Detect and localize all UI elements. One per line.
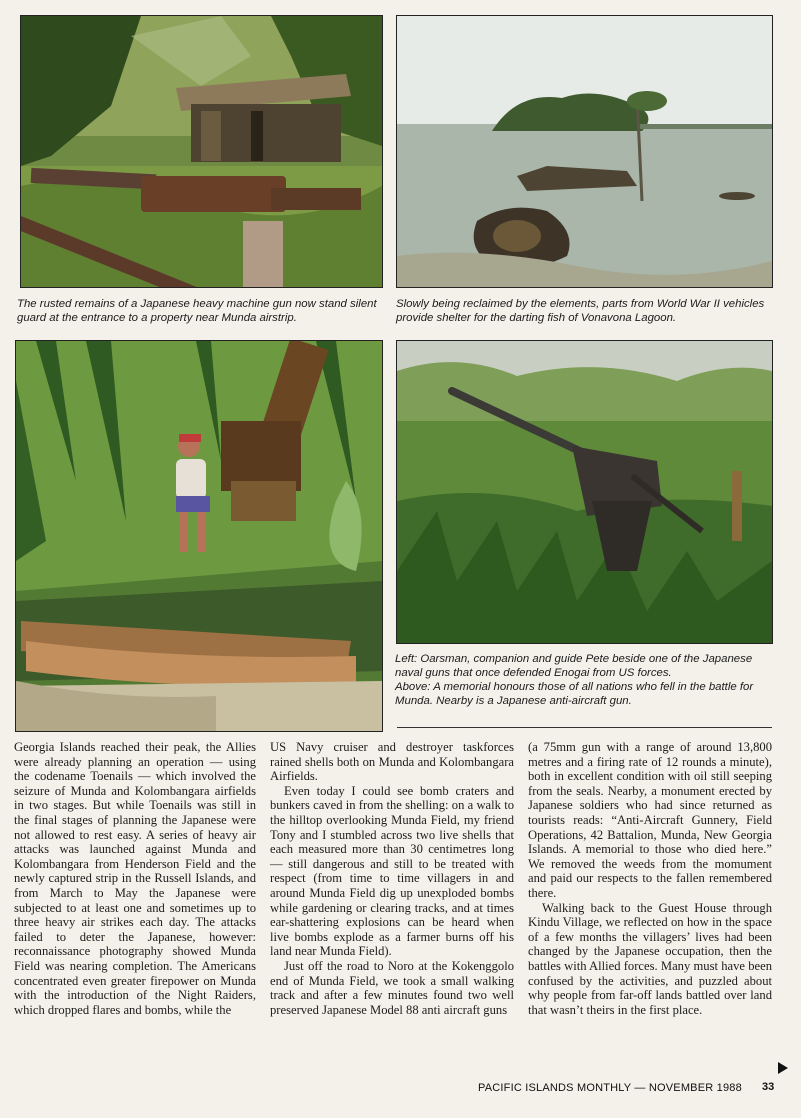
article-paragraph: Georgia Islands reached their peak, the Allies were already planning an operation — using the codename Toenails — which involved the seizure of Munda and Kolombangara airfields in two stages. But while Toenails was still in the final stages of planning the Japanese were not allowed to rest easy. A series of heavy air attacks was launched against Munda and Kolombangara from Henderson Field and the newly captured strip in the Russell Islands, and from March to May the Japanese were subjected to at least one and sometimes up to three heavy air strikes each day. The attacks failed to deter the Japanese, however: reconnaissance photography showed Munda Field was nearing completion. The Americans concentrated even greater firepower on Munda with the introduction of the Night Raiders, which dropped flares and bombs, while the bbox=[14, 740, 256, 1017]
footer-publication: PACIFIC ISLANDS MONTHLY — NOVEMBER 1988 bbox=[478, 1082, 742, 1094]
photo-naval-gun-guide bbox=[15, 340, 383, 732]
caption-naval-guns bbox=[395, 652, 775, 708]
continue-arrow-icon bbox=[778, 1062, 788, 1074]
article-paragraph: Even today I could see bomb craters and bunkers caved in from the shelling: on a walk to the hilltop overlooking Munda Field, my friend Tony and I stumbled across two live shells that each measured more than 30 centimetres long — still dangerous and still to be treated with respect (from time to time villagers in and around Munda Field dig up unexploded bombs while gardening or clearing tracks, and at times ear-shattering explosions can be heard when live bombs explode as a farmer burns off his land near Munda Field). bbox=[270, 783, 514, 959]
article-paragraph: Just off the road to Noro at the Kokenggolo end of Munda Field, we took a small walking track and after a few minutes found two well preserved Japanese Model 88 anti aircraft guns bbox=[270, 958, 514, 1017]
caption-machine-gun: The rusted remains of a Japanese heavy machine gun now stand silent guard at the entrance to a property near Munda airstrip. bbox=[17, 298, 377, 324]
article-column-2 bbox=[270, 740, 514, 1017]
photo-anti-aircraft-gun bbox=[396, 340, 773, 644]
caption-above: Above: A memorial honours those of all nations who fell in the battle for Munda. Nearby is a Japanese anti-aircraft gun. bbox=[395, 681, 754, 707]
caption-rule bbox=[397, 727, 772, 728]
article-paragraph: Walking back to the Guest House through Kindu Village, we reflected on how in the space of a few months the villagers’ lives had been changed by the Japanese occupation, then the battles with Allied forces. Many must have been confused by the activities, and puzzled about why people from far-off lands battled over land that wasn’t theirs in the first place. bbox=[528, 900, 772, 1017]
caption-left: Left: Oarsman, companion and guide Pete beside one of the Japanese naval guns that once defended Enogai from US forces. bbox=[395, 653, 753, 679]
page-number: 33 bbox=[762, 1081, 775, 1093]
caption-lagoon: Slowly being reclaimed by the elements, parts from World War II vehicles provide shelter for the darting fish of Vonavona Lagoon. bbox=[396, 298, 765, 324]
article-paragraph: US Navy cruiser and destroyer taskforces rained shells both on Munda and Kolombangara Airfields. bbox=[270, 740, 514, 784]
photo-lagoon bbox=[396, 15, 773, 288]
article-column-3 bbox=[528, 740, 772, 1017]
article-paragraph: (a 75mm gun with a range of around 13,800 metres and a firing rate of 12 rounds a minute), both in excellent condition with oil still seeping from the seals. Nearby, a monument erected by Japanese soldiers who had since returned as tourists reads: “Anti-Aircraft Gunnery, Field Operations, 42 Battalion, Munda, New Georgia Islands. A memorial to those who died here.” We removed the weeds from the momument and paid our respects to the fallen remembered there. bbox=[528, 740, 772, 900]
photo-machine-gun bbox=[20, 15, 383, 288]
article-column-1 bbox=[14, 740, 256, 1017]
